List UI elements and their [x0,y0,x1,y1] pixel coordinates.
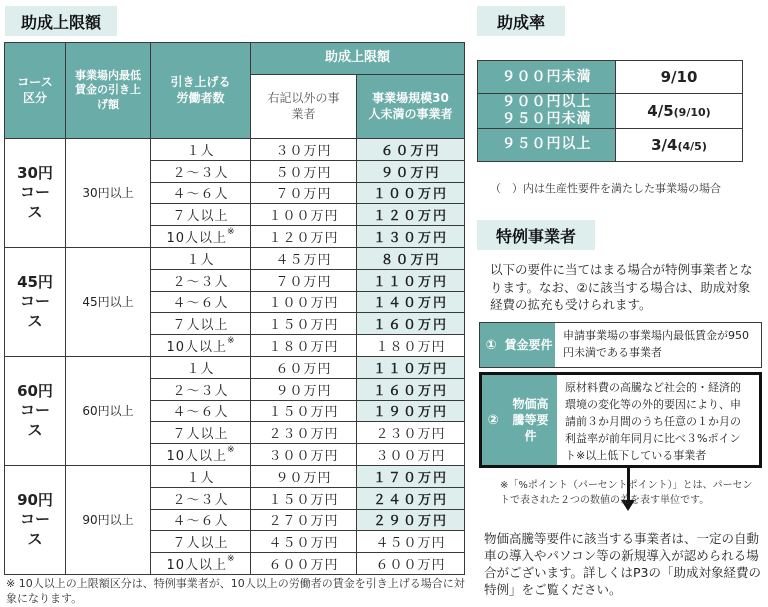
limit-small: ２３０万円 [357,422,465,444]
workers-label: ２～３人 [172,383,229,399]
limit-small: ８０万円 [357,247,465,269]
limit-small: １００万円 [357,182,465,204]
workers-cell [151,160,251,182]
workers-cell [151,378,251,400]
header-small: 事業場規模30人未満の事業者 [357,75,465,139]
header-minwage: 事業場内最低賃金の引き上げ額 [66,43,151,139]
rate-note: （ ）内は生産性要件を満たした事業場の場合 [490,182,721,195]
limit-small: ６０万円 [357,139,465,161]
course-minwage: 30円以上 [66,139,151,248]
limit-small: ２４０万円 [357,487,465,509]
limit-other: ２７０万円 [251,509,357,531]
requirement-number: ② [482,375,504,465]
workers-label: １人 [186,252,215,268]
requirement-wage [479,322,762,368]
workers-cell [151,553,251,575]
limit-small: １９０万円 [357,400,465,422]
special-description: 以下の要件に当てはまる場合が特例事業者となります。なお、②に該当する場合は、助成対象経費の拡充も受けられます。 [490,262,753,312]
rate-value-productivity: (9/10) [673,105,711,119]
workers-cell [151,356,251,378]
workers-label: ２～３人 [172,274,229,290]
workers-cell [151,139,251,161]
limit-other: ７０万円 [251,269,357,291]
rate-value: 4/5 [647,101,674,120]
rate-value-cell [616,128,743,161]
limit-small: １４０万円 [357,291,465,313]
workers-label: ７人以上 [172,318,229,334]
workers-label: ４～６人 [172,187,229,203]
workers-label: ７人以上 [172,427,229,443]
table-row [5,465,465,487]
workers-label: ４～６人 [172,405,229,421]
limit-small: １２０万円 [357,204,465,226]
upper-limit-tag: 助成上限額 [5,6,117,36]
footnote-mark: ※ [227,336,235,347]
course-minwage: 45円以上 [66,247,151,356]
limit-other: ３００万円 [251,444,357,466]
header-limit: 助成上限額 [251,43,465,75]
workers-label: 10人以上 [166,558,227,574]
limit-other: ４５万円 [251,247,357,269]
workers-cell [151,444,251,466]
course-minwage: 90円以上 [66,465,151,574]
workers-label: 10人以上 [166,340,227,356]
table-row [5,247,465,269]
limit-other: ５０万円 [251,160,357,182]
rate-table [477,60,743,162]
workers-label: ７人以上 [172,536,229,552]
workers-cell [151,226,251,248]
requirement-text: 原材料費の高騰など社会的・経済的環境の変化等の外的要因により、申請前３か月間のうち任意の１か月の利益率が前年同月に比べ３%ポイント※以上低下している事業者 [557,375,759,465]
header-course: コース区分 [5,43,66,139]
header-workers: 引き上げる労働者数 [151,43,251,139]
workers-cell [151,291,251,313]
workers-cell [151,269,251,291]
requirement-name: 賃金要件 [502,323,555,367]
limit-small: １８０万円 [357,335,465,357]
workers-label: １人 [186,470,215,486]
limit-other: ３０万円 [251,139,357,161]
limit-other: １５０万円 [251,400,357,422]
limit-small: ９０万円 [357,160,465,182]
upper-limit-table [4,42,465,575]
limit-other: １００万円 [251,291,357,313]
workers-cell [151,182,251,204]
workers-label: ２～３人 [172,165,229,181]
rate-value-cell [616,94,743,129]
requirement-number: ① [480,323,502,367]
workers-cell [151,335,251,357]
limit-other: １５０万円 [251,313,357,335]
rate-label: ９００円未満 [478,61,616,94]
footnote-mark: ※ [227,554,235,565]
footnote-mark: ※ [227,227,235,238]
rate-value: 9/10 [660,68,698,86]
upper-limit-footnote: ※ 10人以上の上限額区分は、特例事業者が、10人以上の労働者の賃金を引き上げる場合に対象になります。 [6,577,465,605]
rate-value-productivity: (4/5) [677,139,707,153]
limit-small: １６０万円 [357,378,465,400]
limit-other: ４５０万円 [251,531,357,553]
course-name: 60円コース [5,356,66,465]
rate-row [478,61,743,94]
rate-row [478,94,743,129]
limit-other: １５０万円 [251,487,357,509]
workers-label: ４～６人 [172,514,229,530]
limit-small: １１０万円 [357,269,465,291]
limit-other: ６０万円 [251,356,357,378]
course-name: 45円コース [5,247,66,356]
workers-label: 10人以上 [166,449,227,465]
rate-label: ９５０円以上 [478,128,616,161]
special-tag: 特例事業者 [477,220,595,250]
limit-other: ２３０万円 [251,422,357,444]
percent-point-note: ※「%ポイント（パーセントポイント）」とは、パーセントで表された２つの数値の差を表す単位です。 [500,480,753,506]
limit-small: ２９０万円 [357,509,465,531]
workers-cell [151,247,251,269]
special-expense-note: 物価高騰等要件に該当する事業者は、一定の自動車の導入やパソコン等の新規導入が認められる場合がございます。詳しくはP3の「助成対象経費の特例」をご覧ください。 [484,531,761,597]
workers-cell [151,204,251,226]
workers-cell [151,313,251,335]
workers-label: ４～６人 [172,296,229,312]
requirement-text: 申請事業場の事業場内最低賃金が950円未満である事業者 [555,323,761,367]
limit-small: １３０万円 [357,226,465,248]
limit-small: １６０万円 [357,313,465,335]
limit-small: ３００万円 [357,444,465,466]
limit-other: ６００万円 [251,553,357,575]
workers-label: １人 [186,361,215,377]
footnote-mark: ※ [227,445,235,456]
requirement-price [479,372,762,468]
header-other: 右記以外の事業者 [251,75,357,139]
limit-other: １２０万円 [251,226,357,248]
rate-row [478,128,743,161]
workers-cell [151,465,251,487]
workers-cell [151,509,251,531]
course-name: 90円コース [5,465,66,574]
rate-label: ９００円以上 ９５０円未満 [478,94,616,129]
rate-value-cell [616,61,743,94]
workers-label: ７人以上 [172,209,229,225]
limit-other: ９０万円 [251,465,357,487]
workers-cell [151,487,251,509]
limit-other: ９０万円 [251,378,357,400]
rate-value: 3/4 [651,135,678,154]
limit-small: １７０万円 [357,465,465,487]
limit-other: ７０万円 [251,182,357,204]
limit-other: １００万円 [251,204,357,226]
workers-cell [151,531,251,553]
table-row [5,139,465,161]
table-row [5,356,465,378]
workers-label: 10人以上 [166,231,227,247]
workers-label: ２～３人 [172,492,229,508]
limit-small: ４５０万円 [357,531,465,553]
course-minwage: 60円以上 [66,356,151,465]
workers-cell [151,400,251,422]
workers-label: １人 [186,143,215,159]
requirement-name: 物価高騰等要件 [504,375,557,465]
limit-other: １８０万円 [251,335,357,357]
workers-cell [151,422,251,444]
rate-tag: 助成率 [477,6,565,36]
course-name: 30円コース [5,139,66,248]
limit-small: ６００万円 [357,553,465,575]
limit-small: １１０万円 [357,356,465,378]
